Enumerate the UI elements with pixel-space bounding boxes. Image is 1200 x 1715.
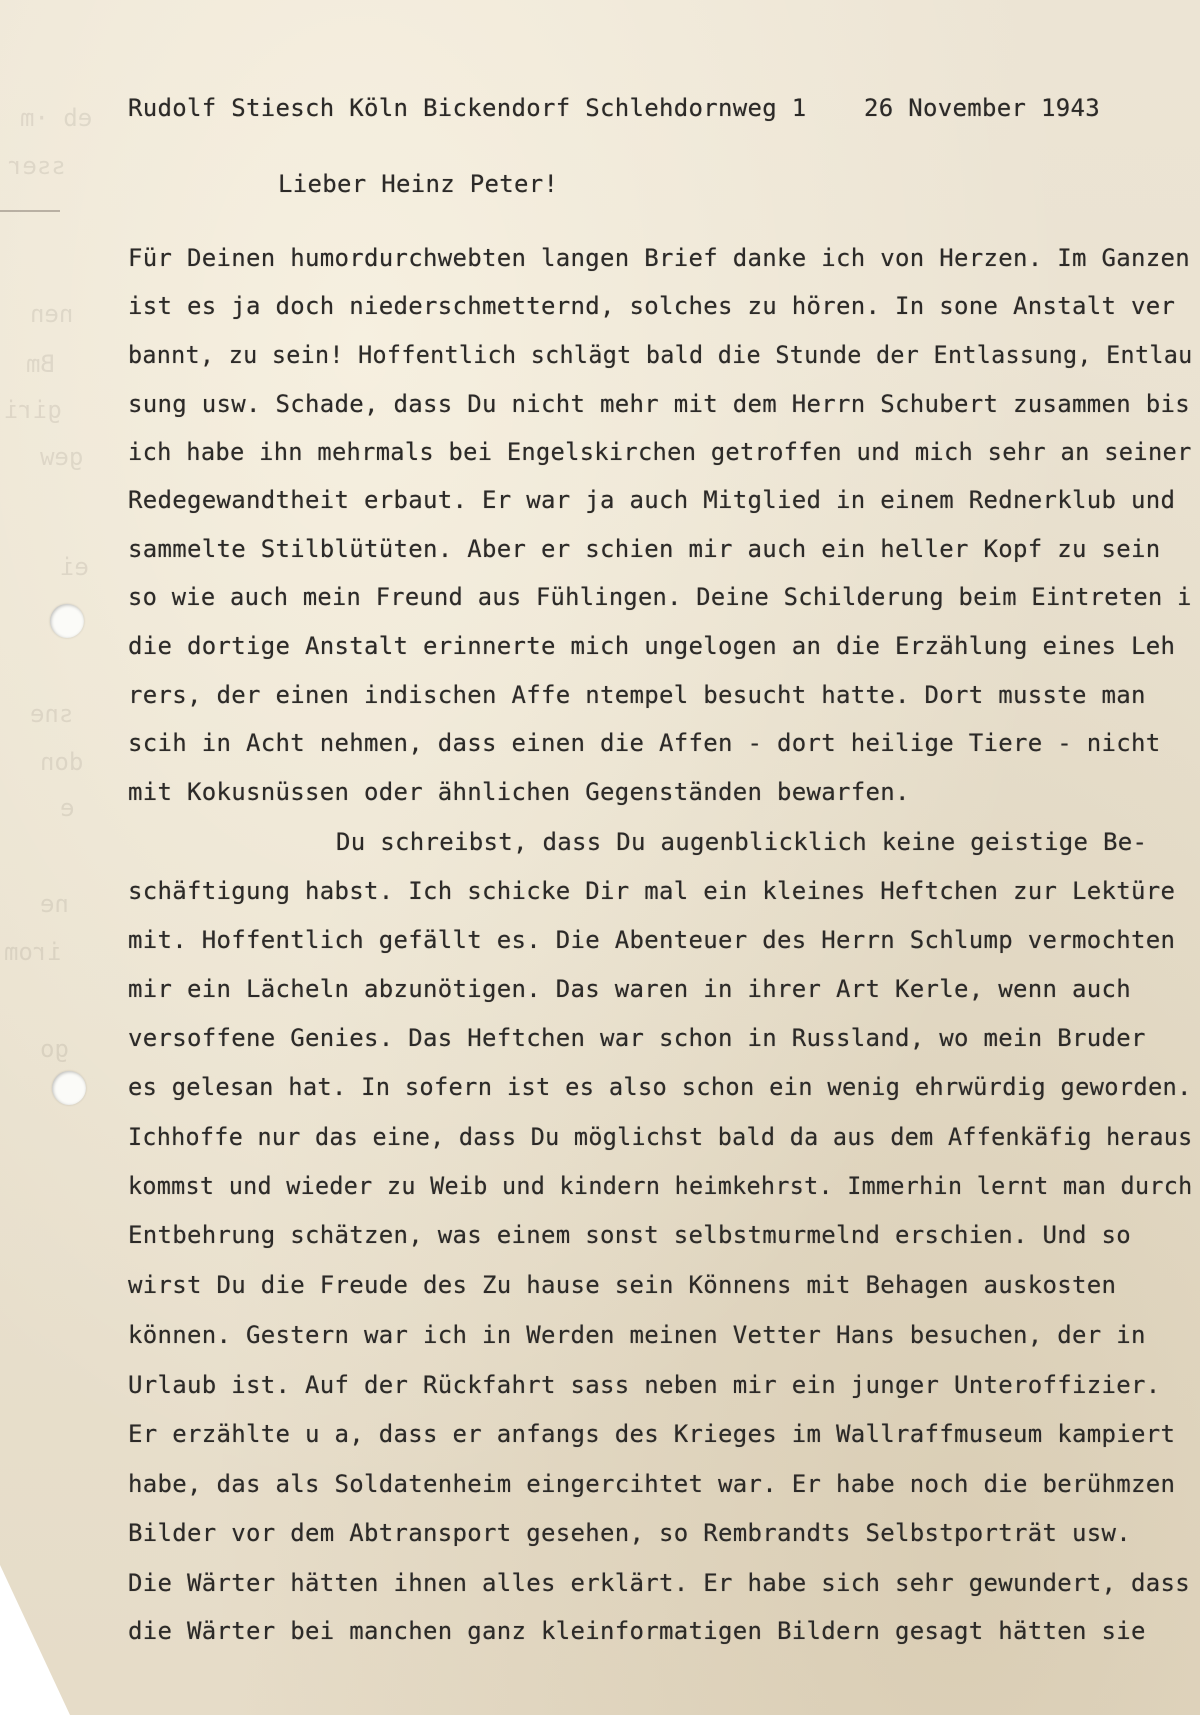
date-line: 26 November 1943: [864, 94, 1100, 122]
letter-line: mit. Hoffentlich gefällt es. Die Abenteuer des Herrn Schlump vermochten: [128, 926, 1176, 954]
letter-line: sammelte Stilblütüten. Aber er schien mir auch ein heller Kopf zu sein: [128, 535, 1161, 563]
letter-line: es gelesan hat. In sofern ist es also schon ein wenig ehrwürdig geworden.: [128, 1073, 1192, 1101]
letter-line: ist es ja doch niederschmetternd, solches zu hören. In sone Anstalt ver: [128, 292, 1176, 320]
letter-line: bannt, zu sein! Hoffentlich schlägt bald die Stunde der Entlassung, Entlau: [128, 341, 1193, 369]
letter-line: wirst Du die Freude des Zu hause sein Könnens mit Behagen auskosten: [128, 1271, 1117, 1299]
letter-line: sung usw. Schade, dass Du nicht mehr mit dem Herrn Schubert zusammen bis: [128, 390, 1190, 418]
letter-line: die dortige Anstalt erinnerte mich ungelogen an die Erzählung eines Leh: [128, 632, 1176, 660]
letter-line: scih in Acht nehmen, dass einen die Affen - dort heilige Tiere - nicht: [128, 729, 1161, 757]
letter-line: ich habe ihn mehrmals bei Engelskirchen getroffen und mich sehr an seiner: [128, 438, 1192, 466]
letter-line: Entbehrung schätzen, was einem sonst selbstmurmelnd erschien. Und so: [128, 1221, 1131, 1249]
letter-line: rers, der einen indischen Affe ntempel besucht hatte. Dort musste man: [128, 681, 1146, 709]
letter-line: Ichhoffe nur das eine, dass Du möglichst bald da aus dem Affenkäfig heraus: [128, 1123, 1193, 1151]
letter-line: kommst und wieder zu Weib und kindern heimkehrst. Immerhin lernt man durch: [128, 1172, 1193, 1200]
bleed-through-texture: eb ·m sser nen Bm giri gew ei sne don e ne irom go: [4, 104, 93, 1063]
letter-line: Bilder vor dem Abtransport gesehen, so Rembrandts Selbstporträt usw.: [128, 1519, 1131, 1547]
letter-line: schäftigung habst. Ich schicke Dir mal ein kleines Heftchen zur Lektüre: [128, 877, 1176, 905]
letter-line: Redegewandtheit erbaut. Er war ja auch Mitglied in einem Rednerklub und: [128, 486, 1176, 514]
letter-line: so wie auch mein Freund aus Fühlingen. Deine Schilderung beim Eintreten i: [128, 583, 1192, 611]
letter-line: Du schreibst, dass Du augenblicklich keine geistige Be-: [336, 828, 1148, 856]
letter-line: versoffene Genies. Das Heftchen war schon in Russland, wo mein Bruder: [128, 1024, 1146, 1052]
letter-line: können. Gestern war ich in Werden meinen Vetter Hans besuchen, der in: [128, 1321, 1146, 1349]
letter-line: mit Kokusnüssen oder ähnlichen Gegenständen bewarfen.: [128, 778, 910, 806]
letter-line: Für Deinen humordurchwebten langen Brief danke ich von Herzen. Im Ganzen: [128, 244, 1190, 272]
letter-line: Er erzählte u a, dass er anfangs des Krieges im Wallraffmuseum kampiert: [128, 1420, 1176, 1448]
letter-line: habe, das als Soldatenheim eingercihtet war. Er habe noch die berühmzen: [128, 1470, 1176, 1498]
sender-line: Rudolf Stiesch Köln Bickendorf Schlehdornweg 1: [128, 94, 807, 122]
letter-line: mir ein Lächeln abzunötigen. Das waren in ihrer Art Kerle, wenn auch: [128, 975, 1131, 1003]
letter-line: Die Wärter hätten ihnen alles erklärt. Er habe sich sehr gewundert, dass: [128, 1569, 1190, 1597]
letter-line: Urlaub ist. Auf der Rückfahrt sass neben mir ein junger Unteroffizier.: [128, 1371, 1161, 1399]
letter-line: die Wärter bei manchen ganz kleinformatigen Bildern gesagt hätten sie: [128, 1617, 1146, 1645]
salutation: Lieber Heinz Peter!: [278, 170, 559, 198]
